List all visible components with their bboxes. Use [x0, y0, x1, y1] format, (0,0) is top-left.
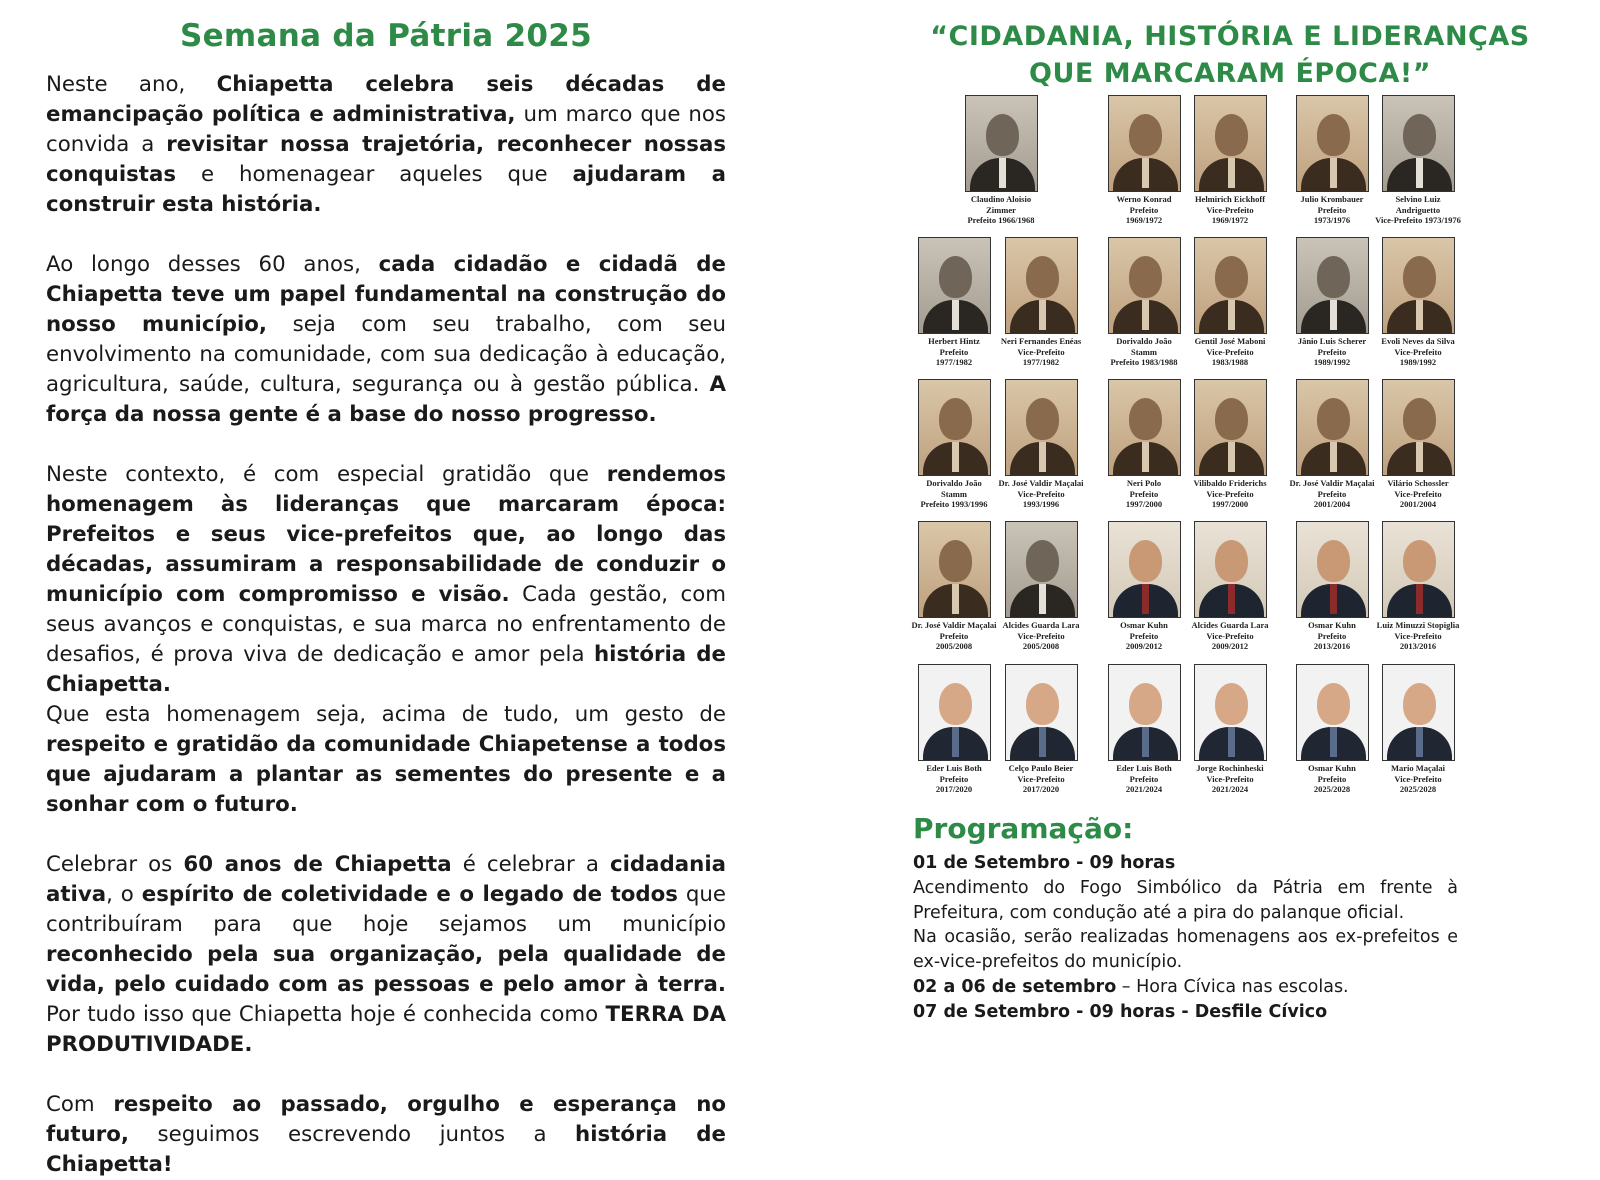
- leader-photo: [1382, 95, 1455, 192]
- leader-caption: [1371, 763, 1465, 795]
- leader-period: 1977/1982: [1022, 357, 1060, 367]
- leader-period: 1989/1992: [1399, 357, 1437, 367]
- program-date-1: 01 de Setembro - 09 horas: [913, 853, 1176, 873]
- leader-photo: [1005, 237, 1078, 334]
- leader-card: [1097, 95, 1191, 226]
- leader-name: Eder Luis Both: [926, 763, 982, 773]
- leader-name: Herbert Hintz: [928, 336, 980, 346]
- leader-role: Vice-Prefeito: [1017, 488, 1065, 499]
- leader-card: [1285, 237, 1379, 368]
- leader-name: Neri Polo: [1126, 478, 1162, 488]
- leader-name: Dorivaldo João: [1116, 336, 1172, 346]
- leader-role: Vice-Prefeito: [1394, 488, 1442, 499]
- leader-photo: [1382, 237, 1455, 334]
- leader-name: Helmirich Eickhoff: [1194, 194, 1266, 204]
- leader-photo: [1005, 664, 1078, 761]
- leader-name: Dorivaldo João: [926, 478, 982, 488]
- leader-caption: [1285, 336, 1379, 368]
- leader-caption: [1097, 478, 1191, 510]
- leader-caption: [1097, 194, 1191, 226]
- leader-name: Celço Paulo Beier: [1008, 763, 1074, 773]
- leader-name: Gentil José Maboni: [1194, 336, 1266, 346]
- paragraph-1: Neste ano, Chiapetta celebra seis décadas de emancipação política e administrativa, um marco que nos convida a revisitar nossa trajetória, reconhecer nossas conquistas e homenagear aqueles que ajudaram a construir esta história.: [46, 72, 726, 217]
- program-date-3: 07 de Setembro - 09 horas - Desfile Cívico: [913, 1001, 1328, 1022]
- leader-caption: [1183, 336, 1277, 368]
- leader-photo: [918, 521, 991, 618]
- leader-period: 2025/2028: [1313, 784, 1351, 794]
- leader-name: Julio Krombauer: [1300, 194, 1364, 204]
- leader-role: Prefeito: [939, 630, 969, 641]
- leader-card: [1183, 95, 1277, 226]
- leader-role: Vice-Prefeito: [1394, 630, 1442, 641]
- leader-name: Claudino Aloisio: [970, 194, 1032, 204]
- leader-period: 1973/1976: [1313, 215, 1351, 225]
- leader-caption: [1285, 620, 1379, 652]
- paragraph-2: Ao longo desses 60 anos, cada cidadão e cidadã de Chiapetta teve um papel fundamental na construção do nosso município, seja com seu trabalho, com seu envolvimento na comunidade, com sua dedicação à educação, agricultura, saúde, cultura, segurança ou à gestão pública. A força da nossa gente é a base do nosso progresso.: [46, 252, 726, 427]
- program-title: Programação:: [913, 812, 1134, 845]
- leader-card: [907, 379, 1001, 510]
- leader-caption: [994, 620, 1088, 652]
- leader-photo: [1382, 521, 1455, 618]
- leader-caption: [954, 194, 1048, 226]
- leader-photo: [1382, 664, 1455, 761]
- leader-role: Vice-Prefeito: [1206, 630, 1254, 641]
- leader-photo: [918, 379, 991, 476]
- leader-period: 2025/2028: [1399, 784, 1437, 794]
- leader-card: [954, 95, 1048, 226]
- leader-photo: [1296, 664, 1369, 761]
- leader-photo: [1108, 95, 1181, 192]
- leader-card: [1183, 237, 1277, 368]
- leader-photo: [1194, 379, 1267, 476]
- leader-card: [1371, 379, 1465, 510]
- leader-photo: [1194, 521, 1267, 618]
- leader-caption: [994, 478, 1088, 510]
- leader-period: 2009/2012: [1125, 641, 1163, 651]
- leader-card: [994, 521, 1088, 652]
- leader-period: 1969/1972: [1211, 215, 1249, 225]
- leader-photo: [1194, 237, 1267, 334]
- leader-card: [1371, 664, 1465, 795]
- leader-photo: [1296, 521, 1369, 618]
- leader-photo: [918, 664, 991, 761]
- leader-caption: [1183, 478, 1277, 510]
- leader-card: [1285, 664, 1379, 795]
- leader-name: Vilibaldo Friderichs: [1193, 478, 1267, 488]
- program-date-2: 02 a 06 de setembro – Hora Cívica nas escolas.: [913, 976, 1349, 997]
- leader-period: 2005/2008: [935, 641, 973, 651]
- leader-caption: [1183, 194, 1277, 226]
- leader-name: Neri Fernandes Enéas: [1000, 336, 1082, 346]
- leader-photo: [1108, 379, 1181, 476]
- leader-period: 1969/1972: [1125, 215, 1163, 225]
- leader-name: Vilário Schossler: [1387, 478, 1449, 488]
- leader-photo: [1108, 237, 1181, 334]
- leader-name: Osmar Kuhn: [1308, 620, 1356, 630]
- leader-period: 1997/2000: [1211, 499, 1249, 509]
- leader-period: 2001/2004: [1313, 499, 1351, 509]
- leader-caption: [1183, 763, 1277, 795]
- leader-period: Prefeito 1966/1968: [967, 215, 1035, 225]
- leader-card: [907, 237, 1001, 368]
- leader-card: [994, 237, 1088, 368]
- leader-caption: [1371, 478, 1465, 510]
- leader-period: 2013/2016: [1399, 641, 1437, 651]
- leader-period: Vice-Prefeito 1973/1976: [1375, 215, 1461, 225]
- program-desc-1: Acendimento do Fogo Simbólico da Pátria em frente à Prefeitura, com condução até a pira do palanque oficial.: [913, 877, 1458, 923]
- page-title: Semana da Pátria 2025: [179, 18, 593, 54]
- right-column: [930, 18, 1530, 92]
- leader-period: 2017/2020: [1022, 784, 1060, 794]
- leader-caption: [994, 763, 1088, 795]
- leader-name: Dr. José Valdir Maçalai: [1289, 478, 1375, 488]
- leader-role: Zimmer: [986, 204, 1016, 215]
- leader-caption: [1097, 336, 1191, 368]
- leader-photo: [965, 95, 1038, 192]
- paragraph-5: Celebrar os 60 anos de Chiapetta é celebrar a cidadania ativa, o espírito de coletividade e o legado de todos que contribuíram para que hoje sejamos um município reconhecido pela sua organização, pela qualidade de vida, pelo cuidado com as pessoas e pelo amor à terra. Por tudo isso que Chiapetta hoje é conhecida como TERRA DA PRODUTIVIDADE.: [46, 852, 727, 1057]
- leader-photo: [1296, 95, 1369, 192]
- leader-photo: [1108, 664, 1181, 761]
- leader-role: Vice-Prefeito: [1017, 773, 1065, 784]
- leader-photo: [1005, 379, 1078, 476]
- leader-photo: [1005, 521, 1078, 618]
- leader-card: [1285, 521, 1379, 652]
- leader-card: [1285, 95, 1379, 226]
- leader-photo: [1108, 521, 1181, 618]
- leader-role: Prefeito: [1317, 346, 1347, 357]
- leader-role: Vice-Prefeito: [1017, 630, 1065, 641]
- leader-caption: [1285, 478, 1379, 510]
- leader-name: Selvino Luiz: [1395, 194, 1441, 204]
- leader-role: Stamm: [941, 488, 967, 499]
- leader-role: Vice-Prefeito: [1394, 773, 1442, 784]
- leader-role: Vice-Prefeito: [1206, 773, 1254, 784]
- leader-role: Vice-Prefeito: [1394, 346, 1442, 357]
- leader-name: Osmar Kuhn: [1120, 620, 1168, 630]
- leader-card: [994, 379, 1088, 510]
- leader-caption: [1371, 620, 1465, 652]
- leader-card: [1285, 379, 1379, 510]
- leader-name: Mario Maçalai: [1390, 763, 1446, 773]
- leader-role: Vice-Prefeito: [1017, 346, 1065, 357]
- leader-role: Prefeito: [1317, 204, 1347, 215]
- leader-period: 2013/2016: [1313, 641, 1351, 651]
- leader-name: Werno Konrad: [1116, 194, 1172, 204]
- leader-caption: [1371, 194, 1465, 226]
- leader-name: Jorge Rochinheski: [1196, 763, 1264, 773]
- leader-card: [1183, 521, 1277, 652]
- leader-role: Prefeito: [1317, 773, 1347, 784]
- leader-card: [1097, 521, 1191, 652]
- leader-card: [907, 664, 1001, 795]
- leader-caption: [1097, 620, 1191, 652]
- leader-photo: [1194, 95, 1267, 192]
- leader-caption: [994, 336, 1088, 368]
- leader-name: Dr. José Valdir Maçalai: [911, 620, 997, 630]
- leader-role: Stamm: [1131, 346, 1157, 357]
- leader-period: 2021/2024: [1211, 784, 1249, 794]
- leader-caption: [1371, 336, 1465, 368]
- leader-role: Vice-Prefeito: [1206, 346, 1254, 357]
- leader-role: Andriguetto: [1395, 204, 1441, 215]
- leader-role: Prefeito: [939, 773, 969, 784]
- leader-photo: [918, 237, 991, 334]
- leader-period: 2017/2020: [935, 784, 973, 794]
- leader-role: Prefeito: [1129, 630, 1159, 641]
- leader-period: 1977/1982: [935, 357, 973, 367]
- paragraph-4: Que esta homenagem seja, acima de tudo, um gesto de respeito e gratidão da comunidade Chiapetense a todos que ajudaram a plantar as sementes do presente e a sonhar com o futuro.: [46, 702, 726, 817]
- leaders-title-line-2: QUE MARCARAM ÉPOCA!”: [1029, 58, 1431, 89]
- leader-role: Prefeito: [1129, 773, 1159, 784]
- leader-card: [994, 664, 1088, 795]
- leader-caption: [907, 763, 1001, 795]
- leader-period: 2009/2012: [1211, 641, 1249, 651]
- leader-name: Dr. José Valdir Maçalai: [998, 478, 1084, 488]
- leader-role: Vice-Prefeito: [1206, 204, 1254, 215]
- leader-period: 1989/1992: [1313, 357, 1351, 367]
- leader-name: Alcides Guarda Lara: [1191, 620, 1269, 630]
- leader-role: Prefeito: [1317, 630, 1347, 641]
- leader-card: [1097, 237, 1191, 368]
- leader-role: Prefeito: [1129, 204, 1159, 215]
- paragraph-6: Com respeito ao passado, orgulho e esperança no futuro, seguimos escrevendo juntos a história de Chiapetta!: [46, 1092, 726, 1177]
- leader-card: [1371, 237, 1465, 368]
- left-column: [46, 18, 726, 1180]
- leader-period: Prefeito 1993/1996: [920, 499, 988, 509]
- program-desc-2: Na ocasião, serão realizadas homenagens aos ex-prefeitos e ex-vice-prefeitos do município.: [913, 927, 1458, 973]
- leader-photo: [1296, 237, 1369, 334]
- leader-caption: [907, 336, 1001, 368]
- leader-name: Luiz Minuzzi Stopiglia: [1376, 620, 1460, 630]
- leader-role: Prefeito: [1129, 488, 1159, 499]
- leader-card: [1097, 379, 1191, 510]
- leader-card: [1183, 379, 1277, 510]
- leader-name: Jânio Luis Scherer: [1297, 336, 1367, 346]
- leader-caption: [1285, 763, 1379, 795]
- leader-period: Prefeito 1983/1988: [1110, 357, 1178, 367]
- leader-period: 2001/2004: [1399, 499, 1437, 509]
- leader-card: [1183, 664, 1277, 795]
- leader-card: [907, 521, 1001, 652]
- leader-caption: [907, 478, 1001, 510]
- leader-name: Evoli Neves da Silva: [1381, 336, 1455, 346]
- leader-photo: [1382, 379, 1455, 476]
- leader-role: Vice-Prefeito: [1206, 488, 1254, 499]
- leader-card: [1097, 664, 1191, 795]
- leader-card: [1371, 95, 1465, 226]
- leader-caption: [1285, 194, 1379, 226]
- leader-photo: [1296, 379, 1369, 476]
- leader-period: 1997/2000: [1125, 499, 1163, 509]
- leader-photo: [1194, 664, 1267, 761]
- leader-period: 2021/2024: [1125, 784, 1163, 794]
- leader-name: Osmar Kuhn: [1308, 763, 1356, 773]
- leader-name: Alcides Guarda Lara: [1002, 620, 1080, 630]
- leader-caption: [1097, 763, 1191, 795]
- leader-role: Prefeito: [1317, 488, 1347, 499]
- leader-period: 1993/1996: [1022, 499, 1060, 509]
- leader-name: Eder Luis Both: [1116, 763, 1172, 773]
- leaders-title-line-1: “CIDADANIA, HISTÓRIA E LIDERANÇAS: [930, 21, 1530, 52]
- leader-period: 2005/2008: [1022, 641, 1060, 651]
- leader-card: [1371, 521, 1465, 652]
- leader-caption: [907, 620, 1001, 652]
- leader-period: 1983/1988: [1211, 357, 1249, 367]
- leader-caption: [1183, 620, 1277, 652]
- program-section: [913, 812, 1458, 1025]
- paragraph-3: Neste contexto, é com especial gratidão que rendemos homenagem às lideranças que marcaram época: Prefeitos e seus vice-prefeitos que, ao longo das décadas, assumiram a responsabilidade de conduzir o município com compromisso e visão. Cada gestão, com seus avanços e conquistas, e sua marca no enfrentamento de desafios, é prova viva de dedicação e amor pela história de Chiapetta.: [46, 462, 727, 697]
- leader-role: Prefeito: [939, 346, 969, 357]
